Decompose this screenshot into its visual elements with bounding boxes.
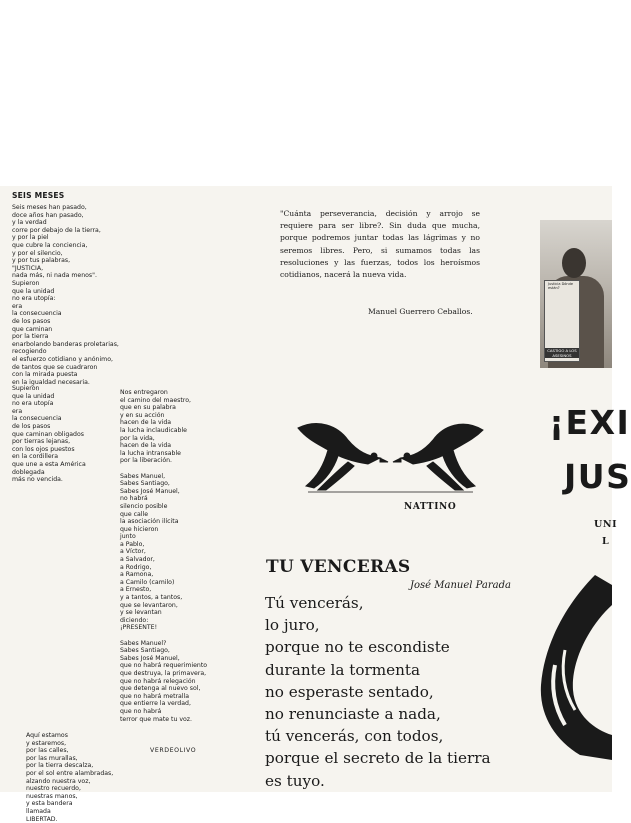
protest-photo [540,220,612,368]
quote-author: Manuel Guerrero Ceballos. [368,307,473,316]
person-head [562,248,586,278]
poster-text: Justicia Dónde están? [548,282,574,291]
subheading-line-2: L [602,536,609,547]
headline-line-1: ¡EXI [549,403,631,442]
poem-stanza: Aquí estamos y estaremos, por las calles, por las murallas, por la tierra descalza, por el sol entre alambradas, alzando nuestra voz, nuestro recuerdo, nuestras manos, y esta bandera llamada LIBERTAD. [26,732,114,823]
poster-caption: CASTIGO A LOS ASESINOS [545,348,579,358]
headline-line-2: JUS [564,457,631,496]
poem-title: SEIS MESES [12,191,65,200]
poem-signature: VERDEOLIVO [150,747,197,754]
quote-text: "Cuánta perseverancia, decisión y arrojo se requiere para ser libre?. Sin duda que mucha, porque podremos juntar todas las lágrimas y no seremos libres. Pero, si sumamos todas las resoluciones y las fuerzas, todos los heroísmos cotidianos, nacerá la nueva vida. [280,209,480,280]
poem-stanza: Seis meses han pasado, doce años han pasado, y la verdad corre por debajo de la tierra, y por la piel que cubre la conciencia, y por el silencio, y por tus palabras, "JUSTICIA, nada más, ni nada menos". [12,204,101,280]
two-birds-illustration [288,418,493,496]
subheading-line-1: UNI [594,519,618,530]
poem-stanza: Supieron que la unidad no era utopía era la consecuencia de los pasos que caminan obligados por tierras lejanas, con los ojos puestos en la cordillera que une a esta América doblegada más no vencida. [12,385,86,484]
poem-stanza: Supieron que la unidad no era utopía: era la consecuencia de los pasos que caminan por la tierra enarbolando banderas proletarias, recogiendo el esfuerzo cotidiano y anónimo, de tantos que se cuadraron con la mirada puesta en la igualdad necesaria. [12,280,119,386]
poem-stanza: Nos entregaron el camino del maestro, que en su palabra y en su acción hacen de la vida la lucha inclaudicable por la vida, hacen de la vida la lucha intransable por la liberación. Sabes Manuel, Sabes Santiago, Sabes José Manuel, no habrá silencio posible que calle la asociación ilícita que hicieron junto a Pablo, a Víctor, a Salvador, a Rodrigo, a Ramona, a Camilo (camilo) a Ernesto, y a tantos, a tantos, que se levantaron, y se levantan diciendo: ¡PRESENTE! Sabes Manuel? Sabes Santiago, Sabes José Manuel, que no habrá requerimiento que destruya, la primavera, que no habrá relegación que detenga al nuevo sol, que no habrá metralla que entierre la verdad, que no habrá terror que mate tu voz. [120,389,208,723]
main-poem-text: Tú vencerás, lo juro, porque no te escondiste durante la tormenta no esperaste sentado, no renunciaste a nada, tú vencerás, con todos, porque el secreto de la tierra es tuyo. [265,594,491,790]
poem-author: José Manuel Parada [410,580,511,591]
dove-icon [535,565,612,765]
poem-heading: TU VENCERAS [266,557,411,577]
illustration-credit: NATTINO [404,502,457,512]
